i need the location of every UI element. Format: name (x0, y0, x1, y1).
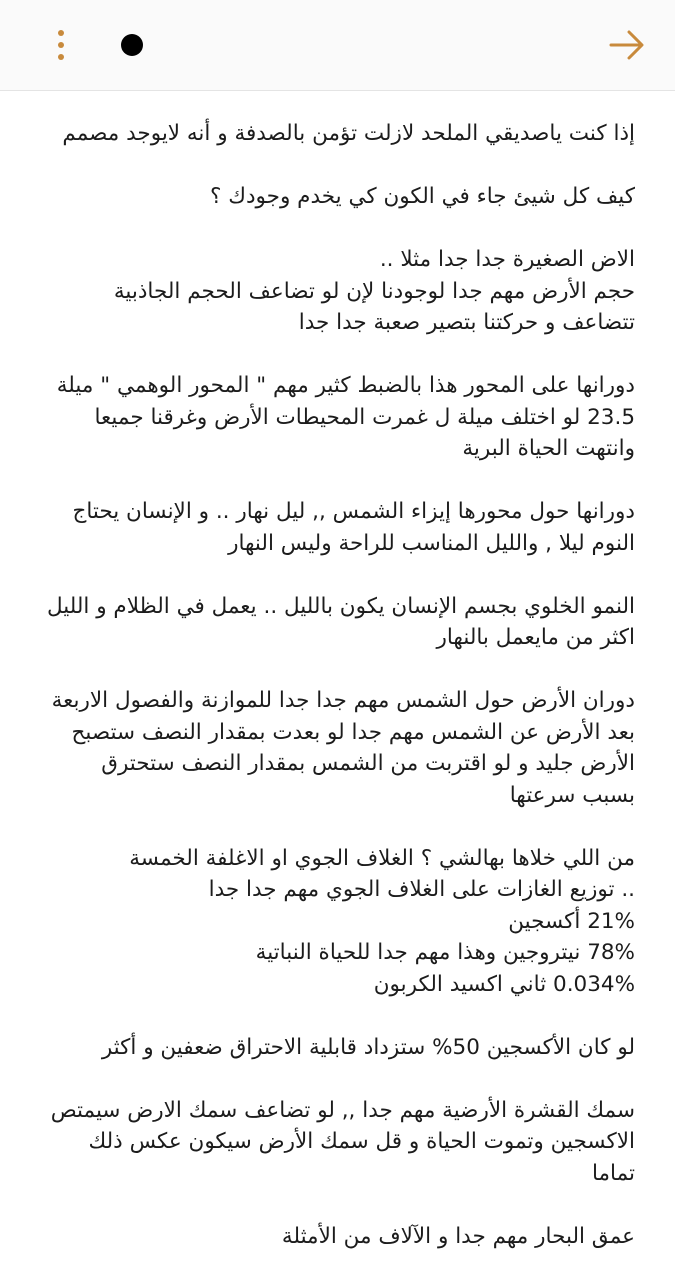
note-line: وانتهت الحياة البرية (462, 436, 635, 461)
note-line: بعد الأرض عن الشمس مهم جدا لو بعدت بمقدار النصف ستصبح (71, 719, 635, 745)
more-vertical-icon-dot (58, 54, 64, 60)
note-line: اكثر من مايعمل بالنهار (436, 625, 635, 650)
note-line: 0.034% ثاني اكسيد الكربون (373, 971, 635, 997)
arrow-right-icon (605, 23, 649, 67)
note-line: حجم الأرض مهم جدا لوجودنا لإن لو تضاعف الحجم الجاذبية (113, 278, 635, 304)
note-paragraph (40, 1032, 635, 1064)
note-line: النوم ليلا , والليل المناسب للراحة وليس النهار (228, 530, 635, 556)
more-vertical-icon (58, 30, 64, 36)
note-line: الأرض جليد و لو اقتربت من الشمس بمقدار النصف ستحترق (101, 751, 635, 776)
note-paragraph (40, 685, 635, 811)
note-paragraph (40, 181, 635, 213)
back-button[interactable] (605, 23, 649, 67)
note-paragraph (40, 244, 635, 339)
note-line: إذا كنت ياصديقي الملحد لازلت تؤمن بالصدفة و أنه لايوجد مصمم (62, 121, 635, 146)
note-line: 78% نيتروجين وهذا مهم جدا للحياة النباتية (255, 940, 635, 965)
note-line: النمو الخلوي بجسم الإنسان يكون بالليل .. يعمل في الظلام و الليل (46, 593, 635, 619)
note-line: من اللي خلاها بهالشي ؟ الغلاف الجوي او الاغلفة الخمسة (129, 845, 635, 871)
note-paragraph (40, 1221, 635, 1253)
note-line: دوران الأرض حول الشمس مهم جدا جدا للموازنة والفصول الاربعة (51, 688, 635, 713)
note-line: تتضاعف و حركتنا بتصير صعبة جدا جدا (298, 310, 635, 335)
more-options-button[interactable] (44, 24, 78, 66)
note-line: سمك القشرة الأرضية مهم جدا ,, لو تضاعف سمك الارض سيمتص (50, 1097, 635, 1123)
note-line: كيف كل شيئ جاء في الكون كي يخدم وجودك ؟ (210, 184, 635, 209)
note-body[interactable] (40, 118, 635, 1284)
note-line: دورانها على المحور هذا بالضبط كثير مهم " المحور الوهمي " ميلة (56, 373, 635, 398)
note-line: 21% أكسجين (508, 908, 635, 934)
note-paragraph (40, 118, 635, 150)
note-line: لو كان الأكسجين 50% ستزداد قابلية الاحتراق ضعفين و أكثر (101, 1034, 635, 1060)
note-line: 23.5 لو اختلف ميلة ل غمرت المحيطات الأرض وغرقنا جميعا (94, 404, 635, 430)
note-line: بسبب سرعتها (509, 782, 635, 808)
note-paragraph (40, 496, 635, 559)
note-paragraph (40, 370, 635, 465)
note-line: دورانها حول محورها إيزاء الشمس ,, ليل نهار .. و الإنسان يحتاج (72, 499, 635, 524)
note-paragraph (40, 843, 635, 1001)
record-dot-icon (121, 34, 143, 56)
note-line: عمق البحار مهم جدا و الآلاف من الأمثلة (281, 1223, 635, 1249)
more-vertical-icon-dot (58, 42, 64, 48)
note-line: الاكسجين وتموت الحياة و قل سمك الأرض سيكون عكس ذلك (88, 1129, 635, 1154)
app-toolbar (0, 0, 675, 91)
note-line: الاض الصغيرة جدا جدا مثلا .. (379, 247, 635, 272)
note-line: .. توزيع الغازات على الغلاف الجوي مهم جدا جدا (208, 877, 635, 902)
note-paragraph (40, 1095, 635, 1190)
note-line: تماما (591, 1160, 635, 1186)
note-paragraph (40, 591, 635, 654)
